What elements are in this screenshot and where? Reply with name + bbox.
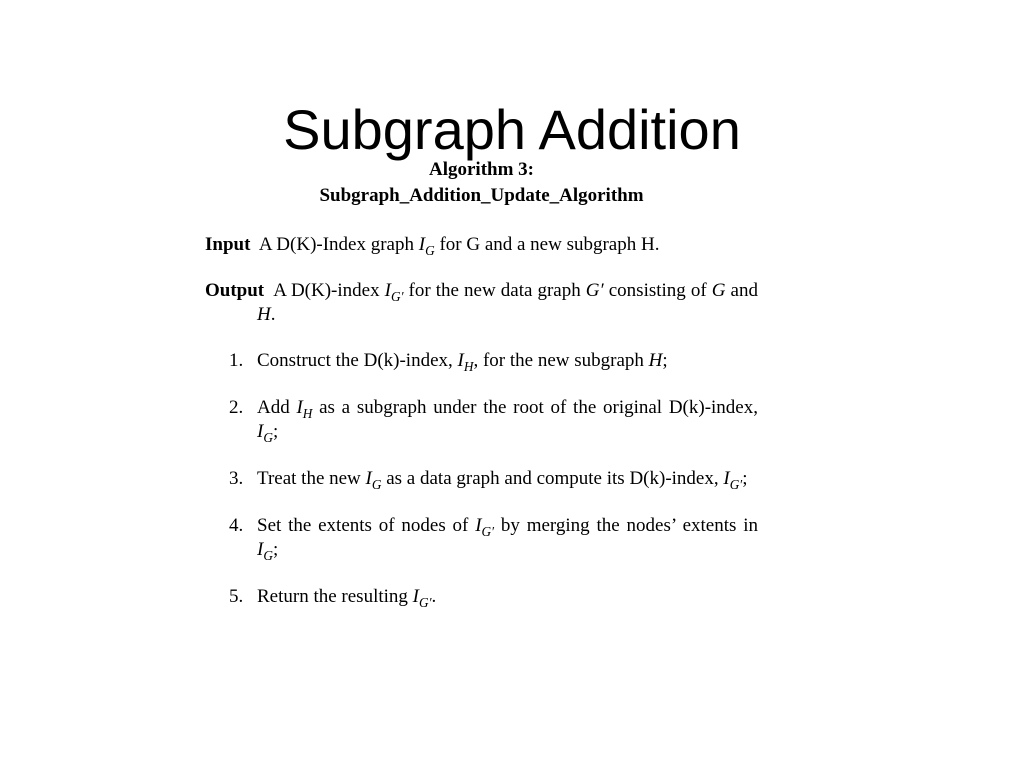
input-text-rest: for G and a new subgraph H. xyxy=(434,234,660,255)
input-math: $I_G$ xyxy=(418,234,435,258)
algorithm-steps xyxy=(205,349,758,609)
algorithm-input xyxy=(205,233,758,257)
slide-title: Subgraph Addition xyxy=(283,97,741,161)
algorithm-step: 1. Construct the D(k)-index, $I_H$, for the new subgraph H; xyxy=(229,350,668,374)
input-label: Input xyxy=(205,234,251,255)
algorithm-step: 5. Return the resulting $I_{G'}$. xyxy=(229,586,437,610)
step-number: 1. xyxy=(229,350,244,371)
algorithm-step: 3. Treat the new $I_G$ as a data graph and compute its D(k)-index, $I_{G'}$; xyxy=(229,468,748,492)
output-label: Output xyxy=(205,280,265,301)
step-number: 3. xyxy=(229,468,244,489)
algorithm-name: Subgraph_Addition_Update_Algorithm xyxy=(319,185,644,206)
algorithm-step: 4. Set the extents of nodes of $I_{G'}$ by merging the nodes’ extents in $I_G$; xyxy=(229,515,759,563)
algorithm-step: 2. Add $I_H$ as a subgraph under the root of the original D(k)-index, $I_G$; xyxy=(229,397,758,445)
step-number: 5. xyxy=(229,586,244,607)
algorithm-output: Output A D(K)-index $I_{G'}$ for the new data graph G′ consisting of G and H. xyxy=(205,280,758,325)
input-text: A D(K)-Index graph xyxy=(258,234,419,255)
algorithm-box xyxy=(205,157,758,632)
output-math-graph: G′ xyxy=(585,280,604,301)
algorithm-number: Algorithm 3: xyxy=(428,159,534,180)
step-number: 2. xyxy=(229,397,244,418)
output-math-index: $I_{G'}$ xyxy=(384,280,404,304)
algorithm-heading xyxy=(205,157,758,209)
step-number: 4. xyxy=(229,515,244,536)
